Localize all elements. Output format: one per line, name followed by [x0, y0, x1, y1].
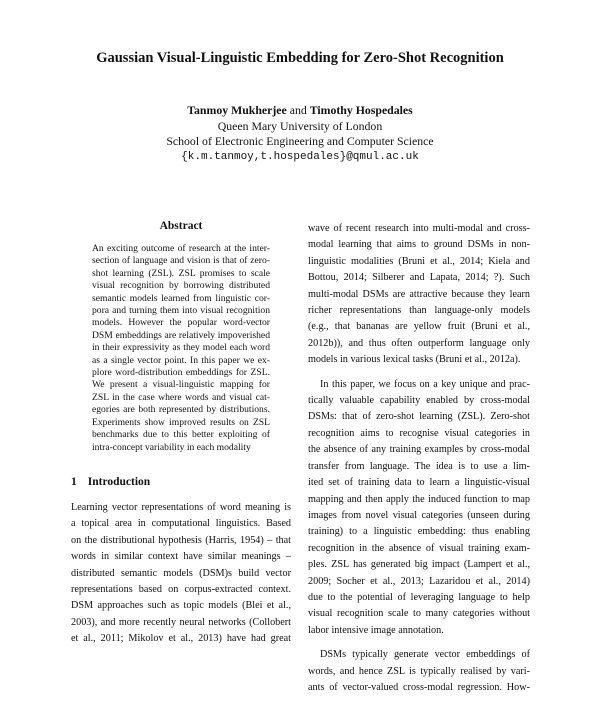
text-line: labor intensive image annotation.: [308, 624, 444, 636]
text-line: visual recognition scale to many categories without: [308, 608, 530, 620]
text-line: richer representations than language-only models: [308, 305, 530, 317]
affiliation-university: Queen Mary University of London: [217, 118, 383, 133]
text-line: words, and hence ZSL is typically realised by vari-: [308, 665, 530, 677]
text-line: ants of vector-valued cross-modal regression. How-: [308, 681, 530, 693]
author-line: [0, 103, 600, 119]
author-block: [0, 103, 600, 165]
text-line: semantic models learned from linguistic cor-: [92, 292, 270, 304]
text-line: shot learning (ZSL). ZSL promises to scale: [92, 267, 270, 279]
text-line: as a single vector point. In this paper we ex-: [92, 354, 270, 366]
text-line: pora and turning them into visual recognition: [92, 305, 270, 317]
author-name: Timothy Hospedales: [309, 103, 413, 117]
author-email: {k.m.tanmoy,t.hospedales}@qmul.ac.uk: [181, 150, 419, 163]
text-line: Experiments show improved results on ZSL: [92, 416, 270, 428]
text-line: plore word-distribution embeddings for ZSL.: [92, 367, 270, 379]
text-line: transfer from language. The idea is to use a lim-: [308, 460, 530, 472]
text-line: due to the potential of leveraging language to help: [308, 591, 530, 603]
text-line: ited set of training data to learn a linguistic-visual: [308, 477, 530, 489]
section-heading: [71, 476, 291, 488]
text-line: mapping and then apply the induced function to map: [308, 493, 530, 505]
text-line: DSM approaches such as topic models (Blei et al.,: [71, 600, 291, 612]
text-line: intra-concept variability in each modality: [92, 441, 251, 453]
text-line: egories are both represented by distributions.: [92, 404, 270, 416]
text-line: ples. ZSL has generated big impact (Lampert et al.,: [308, 559, 530, 571]
text-line: tically valuable capability enabled by cross-modal: [308, 395, 530, 407]
text-line: DSMs: that of zero-shot learning (ZSL). Zero-shot: [308, 411, 530, 423]
right-column: [308, 221, 530, 704]
text-line: We present a visual-linguistic mapping for: [92, 379, 270, 391]
text-line: modal learning that aims to ground DSMs in non-: [308, 239, 530, 251]
text-line: DSM embeddings are relatively impoverished: [92, 329, 270, 341]
text-line: linguistic modalities (Bruni et al., 2014; Kiela and: [308, 255, 530, 267]
text-line: An exciting outcome of research at the inter-: [92, 243, 270, 254]
text-line: 2009; Socher et al., 2013; Lazaridou et al., 2014): [308, 575, 530, 587]
text-line: the absence of any training examples by cross-modal: [308, 444, 530, 456]
text-line: training) to a linguistic embedding: thus enabling: [308, 526, 530, 538]
paragraph: [308, 647, 530, 696]
text-line: recognition aims to recognise visual categories in: [308, 427, 530, 439]
text-line: a topical area in computational linguistics. Based: [71, 518, 291, 530]
left-column: [71, 220, 291, 648]
abstract-text: [92, 243, 270, 454]
text-line: models. However the popular word-vector: [92, 317, 270, 329]
text-line: In this paper, we focus on a key unique and prac-: [320, 378, 530, 390]
author-conjunction: and: [289, 103, 307, 117]
text-line: Learning vector representations of word meaning is: [71, 501, 291, 513]
intro-text: [71, 500, 291, 648]
section-number: 1: [71, 475, 77, 488]
affiliation-school: School of Electronic Engineering and Computer Science: [166, 134, 434, 149]
text-line: in their expressivity as they model each word: [92, 342, 270, 354]
text-line: multi-modal DSMs are attractive because they learn: [308, 288, 530, 300]
paragraph: [308, 221, 530, 369]
text-line: models in various lexical tasks (Bruni et al., 2012a).: [308, 354, 521, 366]
text-line: ZSL in the case where words and visual cat-: [92, 391, 270, 403]
section-title: Introduction: [87, 475, 151, 488]
text-line: (e.g., that bananas are yellow fruit (Bruni et al.,: [308, 321, 530, 333]
text-line: section of language and vision is that of zero-: [92, 255, 270, 267]
text-line: recognition in the absence of visual training exam-: [308, 542, 530, 554]
text-line: benchmarks due to this better exploiting of: [92, 429, 270, 441]
text-line: representations based on corpus-extracted context.: [71, 583, 291, 595]
text-line: images from novel visual categories (unseen during: [308, 509, 530, 521]
text-line: wave of recent research into multi-modal and cross-: [308, 223, 530, 234]
text-line: 2012b)), and thus often outperform language only: [308, 337, 530, 349]
paper-title: Gaussian Visual-Linguistic Embedding for Zero-Shot Recognition: [96, 50, 504, 66]
text-line: 2003), and more recently neural networks (Collobert: [71, 616, 291, 628]
text-line: distributed semantic models (DSM)s build vector: [71, 567, 291, 579]
text-line: Bottou, 2014; Silberer and Lapata, 2014; ?). Such: [308, 272, 530, 284]
text-line: DSMs typically generate vector embeddings of: [320, 649, 530, 661]
text-line: et al., 2011; Mikolov et al., 2013) have had great: [71, 633, 291, 645]
abstract-heading: Abstract: [159, 220, 203, 232]
text-line: words in similar context have similar meanings –: [71, 551, 291, 563]
author-name: Tanmoy Mukherjee: [187, 103, 287, 117]
text-line: on the distributional hypothesis (Harris, 1954) – that: [71, 534, 291, 546]
text-line: visual recognition by borrowing distributed: [92, 280, 270, 292]
